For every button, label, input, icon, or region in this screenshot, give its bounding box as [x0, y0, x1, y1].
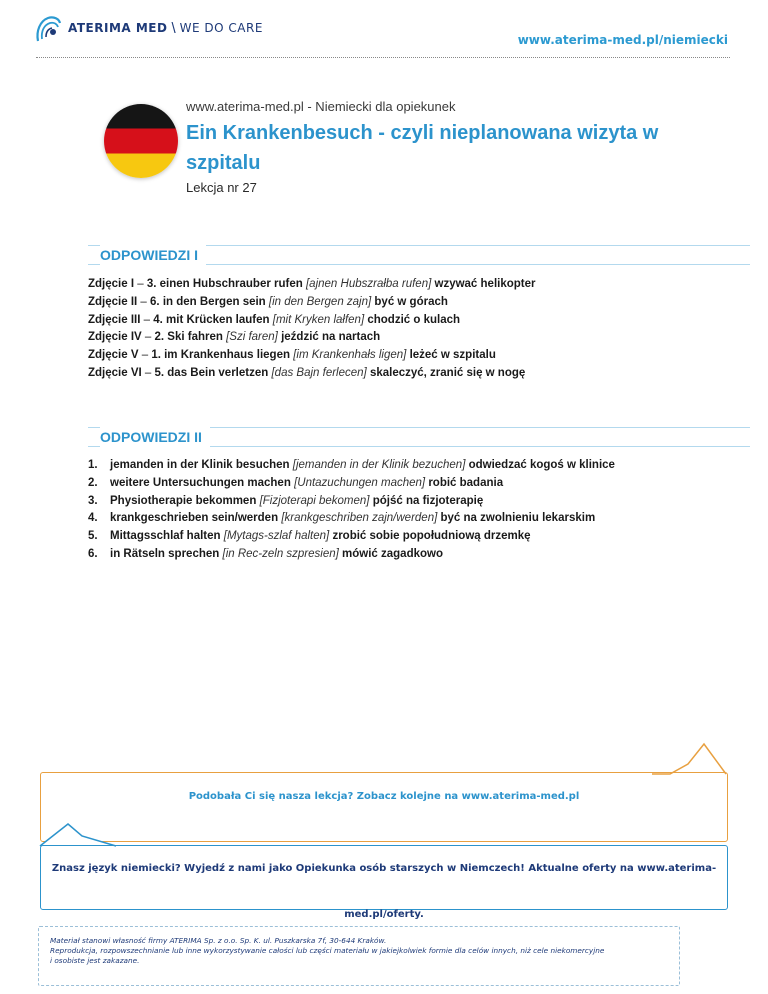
section-heading-label: ODPOWIEDZI I [100, 245, 206, 265]
photo-label: Zdjęcie VI [88, 366, 142, 379]
dash: – [144, 366, 152, 379]
jobs-banner[interactable] [40, 845, 728, 920]
jobs-banner-text: Znasz język niemiecki? Wyjedź z nami jako Opiekunka osób starszych w Niemczech! Aktualne oferty na www.aterima-med.pl/oferty. [51, 863, 717, 920]
polish-meaning: pójść na fizjoterapię [372, 494, 484, 507]
photo-label: Zdjęcie III [88, 313, 141, 326]
promo-banner-text: Podobała Ci się nasza lekcja? Zobacz kolejne na www.aterima-med.pl [188, 791, 580, 802]
dash: – [144, 331, 152, 344]
pronunciation: [krankgeschriben zajn/werden] [281, 512, 438, 525]
pronunciation: [im Krankenhałs ligen] [293, 349, 407, 362]
copyright-line-3: i osobiste jest zakazane. [50, 956, 140, 965]
brand-separator: \ [171, 19, 176, 37]
list-item [88, 475, 615, 493]
polish-meaning: wzywać helikopter [434, 278, 536, 290]
photo-label: Zdjęcie II [88, 295, 138, 308]
german-phrase: 5. das Bein verletzen [154, 366, 269, 379]
photo-label: Zdjęcie I [88, 278, 135, 290]
polish-meaning: mówić zagadkowo [342, 547, 443, 560]
pronunciation: [Untazuchungen machen] [294, 476, 426, 489]
dash: – [141, 349, 149, 362]
polish-meaning: zrobić sobie popołudniową drzemkę [332, 530, 531, 543]
list-item [88, 365, 535, 383]
polish-meaning: robić badania [428, 476, 504, 489]
german-flag-icon [104, 104, 178, 178]
pronunciation: [das Bajn ferlecen] [271, 366, 367, 379]
pronunciation: [jemanden in der Klinik bezuchen] [292, 459, 466, 471]
list-item [88, 493, 615, 511]
page-header [0, 0, 768, 60]
german-phrase: Mittagsschlaf halten [110, 530, 221, 543]
lesson-number: Lekcja nr 27 [186, 180, 257, 195]
polish-meaning: skaleczyć, zranić się w nogę [369, 366, 526, 379]
pronunciation: [in den Bergen zajn] [268, 295, 372, 308]
item-number: 2. [88, 476, 98, 489]
list-item [88, 347, 535, 365]
pronunciation: [Szi faren] [226, 331, 278, 344]
header-divider [36, 57, 730, 58]
brand-name: ATERIMA MED [68, 21, 168, 35]
caregiver-logo-icon [34, 13, 62, 43]
german-phrase: weitere Untersuchungen machen [110, 476, 291, 489]
section-heading-answers-1 [88, 245, 750, 265]
polish-meaning: odwiedzać kogoś w klinice [468, 459, 615, 471]
copyright-line-1: Materiał stanowi własność firmy ATERIMA Sp. z o.o. Sp. K. ul. Puszkarska 7f, 30-644 Kraków. [50, 936, 387, 945]
pronunciation: [ajnen Hubszrałba rufen] [305, 278, 432, 290]
list-item [88, 510, 615, 528]
header-url-link[interactable]: www.aterima-med.pl/niemiecki [517, 33, 728, 47]
german-phrase: krankgeschrieben sein/werden [110, 512, 279, 525]
dash: – [137, 278, 144, 290]
item-number: 3. [88, 494, 98, 507]
german-phrase: 6. in den Bergen sein [150, 295, 266, 308]
polish-meaning: chodzić o kulach [367, 313, 461, 326]
german-phrase: Physiotherapie bekommen [110, 494, 257, 507]
polish-meaning: leżeć w szpitalu [409, 349, 496, 362]
item-number: 6. [88, 547, 98, 560]
polish-meaning: być w górach [374, 295, 448, 308]
german-phrase: 1. im Krankenhaus liegen [151, 349, 290, 362]
pronunciation: [Fizjoterapi bekomen] [259, 494, 370, 507]
list-item [88, 528, 615, 546]
list-item [88, 294, 535, 312]
item-number: 1. [88, 459, 98, 471]
dash: – [140, 295, 147, 308]
section-heading-label: ODPOWIEDZI II [100, 427, 210, 447]
lesson-title: Ein Krankenbesuch - czyli nieplanowana wizyta w szpitalu [186, 122, 659, 174]
german-phrase: jemanden in der Klinik besuchen [110, 459, 290, 471]
photo-label: Zdjęcie V [88, 349, 139, 362]
item-number: 5. [88, 530, 98, 543]
list-item [88, 457, 615, 475]
list-item [88, 276, 535, 294]
german-phrase: 4. mit Krücken laufen [153, 313, 270, 326]
german-phrase: 2. Ski fahren [154, 331, 223, 344]
pronunciation: [in Rec-zeln szpresien] [222, 547, 339, 560]
pronunciation: [Mytags-szlaf halten] [223, 530, 330, 543]
lesson-subtitle: www.aterima-med.pl - Niemiecki dla opiekunek [186, 99, 456, 114]
pronunciation: [mit Kryken lałfen] [272, 313, 365, 326]
copyright-notice [38, 926, 680, 986]
aterima-logo[interactable] [34, 13, 263, 43]
list-item [88, 546, 615, 564]
polish-meaning: być na zwolnieniu lekarskim [440, 512, 596, 525]
german-phrase: in Rätseln sprechen [110, 547, 220, 560]
section-heading-answers-2 [88, 427, 750, 447]
german-phrase: 3. einen Hubschrauber rufen [146, 278, 303, 290]
answers-list-1 [88, 276, 535, 383]
answers-list-2 [88, 457, 615, 564]
copyright-line-2: Reprodukcja, rozpowszechnianie lub inne wykorzystywanie całości lub części materiału w jakiejkolwiek formie dla celów innych, niż cele niekomercyjne [50, 946, 605, 955]
promo-banner[interactable] [40, 772, 728, 842]
brand-tagline: WE DO CARE [179, 21, 263, 35]
promo-bubble-tail [652, 742, 728, 776]
photo-label: Zdjęcie IV [88, 331, 142, 344]
list-item [88, 329, 535, 347]
list-item [88, 312, 535, 330]
item-number: 4. [88, 512, 98, 525]
dash: – [143, 313, 151, 326]
polish-meaning: jeździć na nartach [281, 331, 381, 344]
